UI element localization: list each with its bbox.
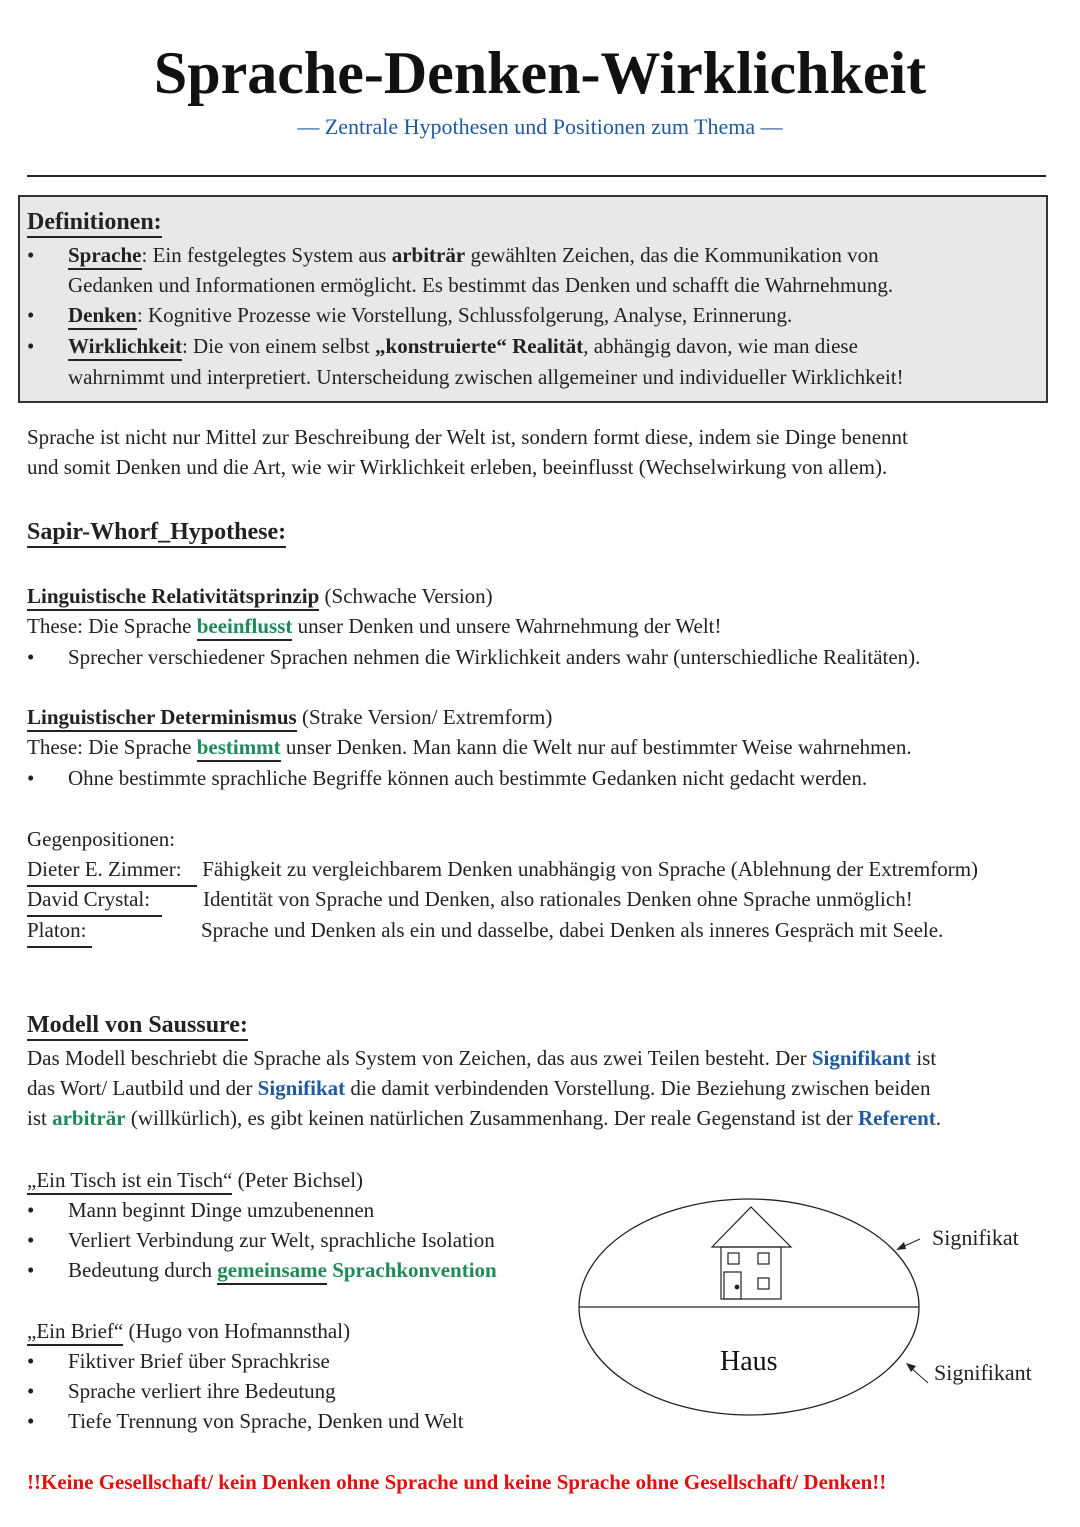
- text: unser Denken. Man kann die Welt nur auf bestimmter Weise wahrnehmen.: [280, 735, 912, 759]
- keyword: bestimmt: [197, 735, 281, 762]
- text: ist: [27, 1106, 53, 1130]
- counter-heading: Gegenpositionen:: [27, 827, 176, 851]
- term: Wirklichkeit: [68, 334, 182, 361]
- haus-word: Haus: [720, 1346, 778, 1377]
- bullet: •: [27, 334, 35, 358]
- bold-text: „konstruierte“ Realität: [375, 334, 584, 358]
- keyword: Sprachkonvention: [326, 1258, 497, 1282]
- weak-version-title: [27, 581, 493, 611]
- name: David Crystal:: [27, 884, 162, 917]
- definition-wirklichkeit: [68, 331, 858, 361]
- label-signifikat: Signifikat: [932, 1225, 1019, 1250]
- heading-text: Sapir-Whorf_Hypothese:: [27, 519, 286, 548]
- tisch-bullet: Mann beginnt Dinge umzubenennen: [68, 1198, 375, 1222]
- intro-line: und somit Denken und die Art, wie wir Wirklichkeit erleben, beeinflusst (Wechselwirkung von allem).: [27, 455, 888, 479]
- text: These: Die Sprache: [27, 614, 197, 638]
- brief-bullet: Tiefe Trennung von Sprache, Denken und Welt: [68, 1409, 464, 1433]
- definition-sprache: [68, 240, 879, 270]
- name: Platon:: [27, 915, 92, 948]
- text: (willkürlich), es gibt keinen natürlichen Zusammenhang. Der reale Gegenstand ist der: [125, 1106, 859, 1130]
- text: : Kognitive Prozesse wie Vorstellung, Schlussfolgerung, Analyse, Erinnerung.: [136, 303, 793, 327]
- tisch-title: [27, 1165, 363, 1195]
- subtitle: — Zentrale Hypothesen und Positionen zum Thema —: [297, 114, 783, 139]
- heading-text: Modell von Saussure:: [27, 1012, 248, 1041]
- bullet: •: [27, 1349, 35, 1373]
- keyword: Referent: [858, 1106, 936, 1130]
- text: Das Modell beschriebt die Sprache als System von Zeichen, das aus zwei Teilen besteht. Der: [27, 1046, 812, 1070]
- bold-text: arbiträr: [391, 243, 466, 267]
- title: Linguistische Relativitätsprinzip: [27, 584, 319, 611]
- text: unser Denken und unsere Wahrnehmung der Welt!: [292, 614, 722, 638]
- weak-thesis: [27, 611, 722, 641]
- definitions-heading: [27, 206, 162, 240]
- house-icon: [712, 1207, 791, 1299]
- keyword: beeinflusst: [197, 614, 293, 641]
- text: das Wort/ Lautbild und der: [27, 1076, 258, 1100]
- brief-bullet: Sprache verliert ihre Bedeutung: [68, 1379, 336, 1403]
- keyword: Signifikant: [811, 1046, 912, 1070]
- bullet: •: [27, 303, 35, 327]
- note: (Strake Version/ Extremform): [296, 705, 553, 729]
- divider: [27, 175, 1046, 177]
- bullet: •: [27, 766, 35, 790]
- text: ist: [911, 1046, 937, 1070]
- note: (Schwache Version): [319, 584, 493, 608]
- text: die damit verbindenden Vorstellung. Die Beziehung zwischen beiden: [345, 1076, 931, 1100]
- heading-text: Definitionen:: [27, 209, 162, 238]
- brief-bullet: Fiktiver Brief über Sprachkrise: [68, 1349, 330, 1373]
- term: Denken: [68, 303, 137, 330]
- text: Sprache und Denken als ein und dasselbe, dabei Denken als inneres Gespräch mit Seele.: [201, 918, 944, 942]
- title: „Ein Tisch ist ein Tisch“: [27, 1168, 232, 1195]
- author: (Peter Bichsel): [232, 1168, 364, 1192]
- text: Fähigkeit zu vergleichbarem Denken unabhängig von Sprache (Ablehnung der Extremform): [202, 857, 979, 881]
- tisch-bullet: Verliert Verbindung zur Welt, sprachliche Isolation: [68, 1228, 495, 1252]
- definition-denken: [68, 300, 792, 330]
- saussure-text: [27, 1073, 931, 1103]
- tisch-bullet: [68, 1255, 497, 1285]
- bullet: •: [27, 645, 35, 669]
- intro-line: Sprache ist nicht nur Mittel zur Beschreibung der Welt ist, sondern formt diese, indem sie Dinge benennt: [27, 425, 908, 449]
- text: gewählten Zeichen, das die Kommunikation von: [465, 243, 879, 267]
- author: (Hugo von Hofmannsthal): [123, 1319, 351, 1343]
- keyword: gemeinsame: [217, 1258, 327, 1285]
- name: Dieter E. Zimmer:: [27, 854, 197, 887]
- label-signifikant: Signifikant: [934, 1360, 1032, 1385]
- strong-thesis: [27, 732, 912, 762]
- term: Sprache: [68, 243, 142, 270]
- text: : Die von einem selbst: [181, 334, 376, 358]
- text: : Ein festgelegtes System aus: [141, 243, 392, 267]
- bullet: •: [27, 1258, 35, 1282]
- arrowhead: [896, 1242, 906, 1250]
- strong-version-title: [27, 702, 552, 732]
- title: „Ein Brief“: [27, 1319, 123, 1346]
- bullet: •: [27, 1198, 35, 1222]
- title: Linguistischer Determinismus: [27, 705, 297, 732]
- saussure-heading: [27, 1010, 248, 1044]
- bullet: •: [27, 243, 35, 267]
- conclusion: !!Keine Gesellschaft/ kein Denken ohne Sprache und keine Sprache ohne Gesellschaft/ Denken!!: [27, 1470, 887, 1494]
- bullet: •: [27, 1228, 35, 1252]
- saussure-text: [27, 1043, 936, 1073]
- keyword: Signifikat: [257, 1076, 346, 1100]
- counter-platon: [27, 915, 944, 945]
- saussure-diagram: [570, 1195, 1050, 1425]
- text: Identität von Sprache und Denken, also rationales Denken ohne Sprache unmöglich!: [203, 887, 913, 911]
- sapir-heading: [27, 517, 286, 551]
- bullet: •: [27, 1409, 35, 1433]
- counter-crystal: [27, 884, 913, 914]
- text: Bedeutung durch: [68, 1258, 218, 1282]
- keyword: arbiträr: [52, 1106, 126, 1130]
- page-title: Sprache-Denken-Wirklichkeit: [153, 40, 927, 106]
- text: .: [935, 1106, 942, 1130]
- text: These: Die Sprache: [27, 735, 197, 759]
- strong-bullet: Ohne bestimmte sprachliche Begriffe können auch bestimmte Gedanken nicht gedacht werden.: [68, 766, 868, 790]
- counter-zimmer: [27, 854, 978, 884]
- saussure-text: [27, 1103, 941, 1133]
- definition-wirklichkeit-cont: wahrnimmt und interpretiert. Unterscheidung zwischen allgemeiner und individueller Wirklichkeit!: [68, 365, 904, 389]
- text: , abhängig davon, wie man diese: [583, 334, 858, 358]
- weak-bullet: Sprecher verschiedener Sprachen nehmen die Wirklichkeit anders wahr (unterschiedliche Realitäten).: [68, 645, 921, 669]
- brief-title: [27, 1316, 350, 1346]
- bullet: •: [27, 1379, 35, 1403]
- definition-sprache-cont: Gedanken und Informationen ermöglicht. Es bestimmt das Denken und schafft die Wahrnehmung.: [68, 273, 894, 297]
